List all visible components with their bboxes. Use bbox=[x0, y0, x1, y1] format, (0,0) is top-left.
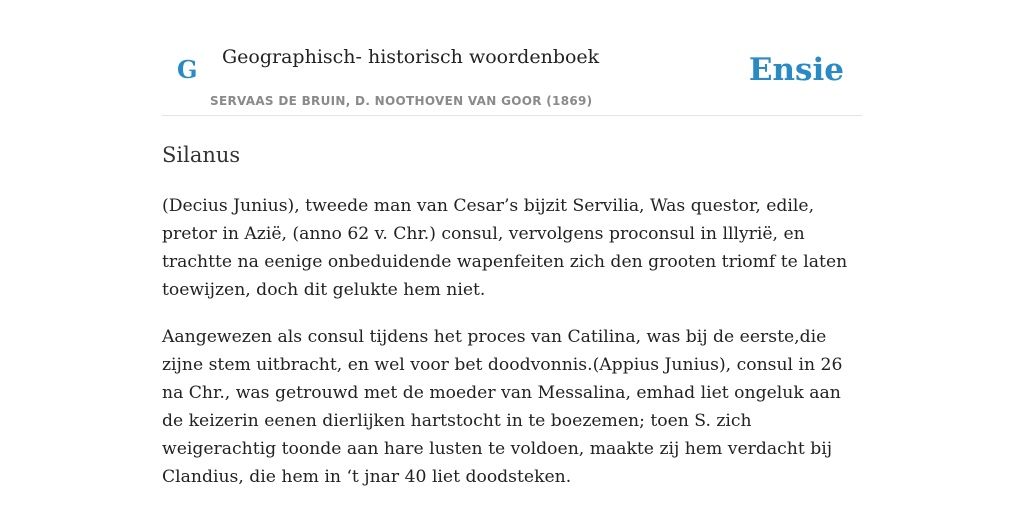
article-paragraph: Aangewezen als consul tijdens het proces van Catilina, was bij de eerste,die zijne stem uitbracht, en wel voor bet doodvonnis.(Appius Junius), consul in 26 na Chr., was getrouwd met de moeder van Messalina, emhad liet ongeluk aan de keizerin eenen dierlijken hartstocht in te boezemen; toen S. zich weigerachtig toonde aan hare lusten te voldoen, maakte zij hem verdacht bij Clandius, die hem in ‘t jnar 40 liet doodsteken. bbox=[162, 327, 843, 487]
book-title-link[interactable]: Geographisch- historisch woordenboek bbox=[222, 46, 600, 68]
entry-title: Silanus bbox=[162, 143, 241, 167]
article bbox=[162, 138, 862, 491]
page-header bbox=[162, 40, 862, 116]
brand-logo-link[interactable]: Ensie bbox=[748, 52, 844, 88]
article-paragraph: (Decius Junius), tweede man van Cesar’s bijzit Servilia, Was questor, edile, pretor in Azië, (anno 62 v. Chr.) consul, vervolgens proconsul in lllyrië, en trachtte na eenige onbeduidende wapenfeiten zich den grooten triomf te laten toewijzen, doch dit gelukte hem niet. bbox=[162, 196, 848, 300]
book-authors: SERVAAS DE BRUIN, D. NOOTHOVEN VAN GOOR (1869) bbox=[210, 94, 593, 108]
book-letter-icon[interactable]: G bbox=[177, 55, 198, 84]
